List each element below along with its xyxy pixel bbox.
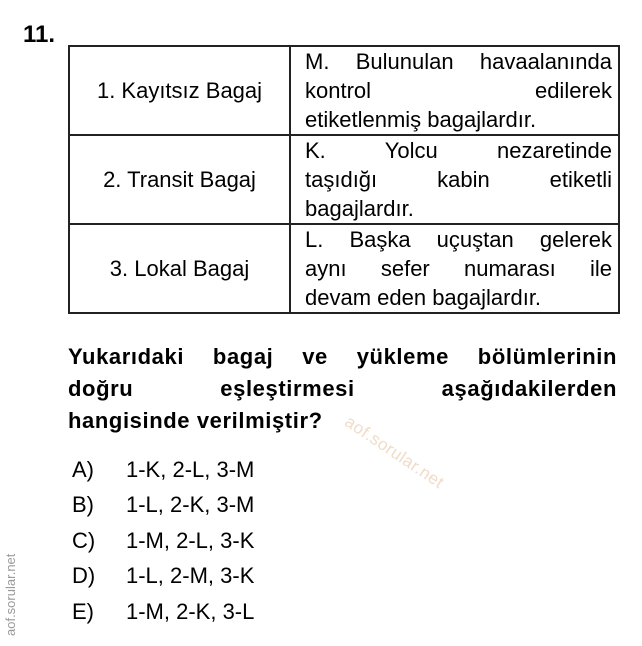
table-row bbox=[69, 224, 619, 313]
option-text: 1-K, 2-L, 3-M bbox=[126, 456, 255, 482]
option-b[interactable] bbox=[72, 488, 254, 524]
definition-line: etiketlenmiş bagajlardır. bbox=[305, 107, 537, 132]
question-number: 11. bbox=[23, 21, 56, 48]
prompt-line: Yukarıdaki bagaj ve yükleme bölümlerinin bbox=[68, 344, 617, 369]
definition-cell bbox=[290, 135, 619, 224]
option-letter: D) bbox=[72, 563, 96, 589]
option-letter: B) bbox=[72, 492, 94, 518]
option-e[interactable] bbox=[72, 594, 254, 630]
definition-line: K. Yolcu nezaretinde bbox=[305, 138, 612, 163]
definition-line: aynı sefer numarası ile bbox=[305, 256, 612, 281]
prompt-line: hangisinde verilmiştir? bbox=[68, 408, 323, 433]
option-letter: E) bbox=[72, 598, 94, 624]
definition-line: M. Bulunulan havaalanında bbox=[305, 49, 612, 74]
prompt-line: doğru eşleştirmesi aşağıdakilerden bbox=[68, 376, 617, 401]
option-text: 1-L, 2-M, 3-K bbox=[126, 563, 255, 589]
answer-options bbox=[72, 452, 254, 630]
option-text: 1-M, 2-K, 3-L bbox=[126, 598, 255, 624]
definition-line: L. Başka uçuştan gelerek bbox=[305, 227, 612, 252]
watermark-side: aof.sorular.net bbox=[3, 553, 18, 636]
option-text: 1-M, 2-L, 3-K bbox=[126, 527, 255, 553]
definition-line: taşıdığı kabin etiketli bbox=[305, 167, 612, 192]
table-row bbox=[69, 135, 619, 224]
option-d[interactable] bbox=[72, 559, 254, 595]
baggage-type-cell: 2. Transit Bagaj bbox=[69, 135, 290, 224]
question-prompt bbox=[68, 341, 617, 437]
option-text: 1-L, 2-K, 3-M bbox=[126, 492, 255, 518]
matching-table bbox=[68, 45, 620, 314]
baggage-type-cell: 1. Kayıtsız Bagaj bbox=[69, 46, 290, 135]
definition-cell bbox=[290, 46, 619, 135]
option-c[interactable] bbox=[72, 523, 254, 559]
definition-cell bbox=[290, 224, 619, 313]
baggage-type-cell: 3. Lokal Bagaj bbox=[69, 224, 290, 313]
definition-line: devam eden bagajlardır. bbox=[305, 285, 542, 310]
option-letter: C) bbox=[72, 527, 96, 553]
definition-line: kontrol edilerek bbox=[305, 78, 612, 103]
watermark-diagonal: aof.sorular.net bbox=[341, 412, 448, 493]
option-letter: A) bbox=[72, 456, 94, 482]
table-row bbox=[69, 46, 619, 135]
option-a[interactable] bbox=[72, 452, 254, 488]
definition-line: bagajlardır. bbox=[305, 196, 414, 221]
